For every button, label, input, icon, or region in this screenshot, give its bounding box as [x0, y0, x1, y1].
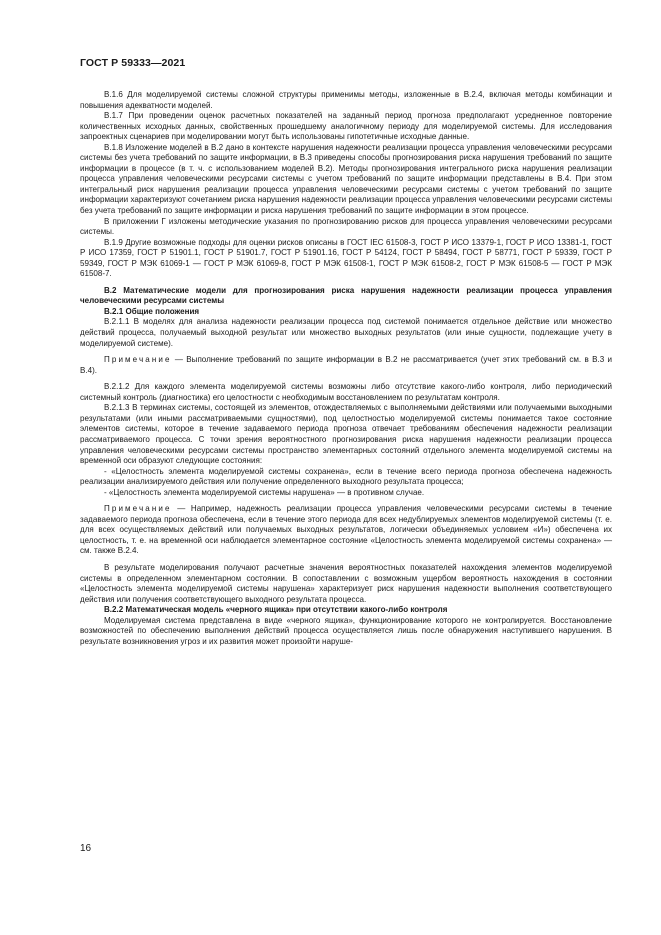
note-label: Примечание — [104, 355, 172, 365]
note-1 — [80, 355, 612, 376]
paragraph-modeling-result: В результате моделирования получают расчетные значения вероятностных показателей нахождения элементов моделируемой системы в определенном элементарном состоянии. В сопоставлении с возможным ущербом вероятность нахождения в состоянии «Целостность элемента моделируемой системы нарушена» характеризует риск нарушения надежности выполнения соответствующего действия или получения соответствующего выходного результата процесса. — [80, 562, 612, 604]
page-number: 16 — [80, 843, 92, 854]
paragraph-b2-1-3: В.2.1.3 В терминах системы, состоящей из элементов, отождествляемых с выполняемыми действиями или получаемыми выходными результатами (или иными рассматриваемыми сущностями), под целостностью моделируемой системы понимается такое состояние элементов системы, которое в течение задаваемого периода прогноза отвечает требованиям обеспечения надежности реализации рассматриваемого процесса. С точки зрения вероятностного прогнозирования риска нарушения надежности реализации процесса управления человеческими ресурсами системы пространство элементарных состояний отдельного элемента моделируемой системы на временной оси образуют следующие состояния: — [80, 403, 612, 466]
note-label: Примечание — [104, 504, 172, 514]
paragraph-b1-9: В.1.9 Другие возможные подходы для оценки рисков описаны в ГОСТ IEC 61508-3, ГОСТ Р ИСО 13379-1, ГОСТ Р ИСО 13381-1, ГОСТ Р ИСО 17359, ГОСТ Р 51901.1, ГОСТ Р 51901.7, ГОСТ Р 51901.16, ГОСТ Р 54124, ГОСТ Р 58494, ГОСТ Р 58771, ГОСТ Р 59339, ГОСТ Р 59349, ГОСТ Р МЭК 61069-1 — ГОСТ Р МЭК 61069-8, ГОСТ Р МЭК 61508-1, ГОСТ Р МЭК 61508-2, ГОСТ Р МЭК 61508-5 — ГОСТ Р МЭК 61508-7. — [80, 237, 612, 279]
note-2-text: — Например, надежность реализации процесса управления человеческими ресурсами системы в течение задаваемого периода прогноза обеспечена, если в течение этого периода для всех недублируемых элементов моделируемой системы (т. е. для всех осуществляемых действий или получаемых выходных результатов, логически объединяемых условием «И») обеспечена их целостность, т. е. на временной оси наблюдается элементарное состояние «Целостность элемента моделируемой системы сохранена» — см. также В.2.4. — [80, 504, 612, 556]
paragraph-b2-1-1: В.2.1.1 В моделях для анализа надежности реализации процесса под системой понимается отдельное действие или множество действий процесса, получаемый выходной результат или множество выходных результатов (или иные сущности, подлежащие учету в моделируемой системе). — [80, 317, 612, 348]
note-2 — [80, 504, 612, 557]
paragraph-b2-1-2: В.2.1.2 Для каждого элемента моделируемой системы возможны либо отсутствие какого-либо контроля, либо периодический системный контроль (диагностика) его целостности с необходимым восстановлением по результатам контроля. — [80, 382, 612, 402]
paragraph-b1-8: В.1.8 Изложение моделей в В.2 дано в контексте нарушения надежности реализации процесса управления человеческими ресурсами системы без учета требований по защите информации, в В.3 приведены способы прогнозирования риска нарушения требований по защите информации в процессе (в т. ч. с использованием моделей В.2). Методы прогнозирования интегрального риска нарушения реализации процесса управления человеческими ресурсами системы с учетом требований по защите информации представлены в В.4. При этом интегральный риск нарушения реализации процесса управления человеческими ресурсами системы с учетом требований по защите информации характеризуют сочетанием риска нарушения надежности реализации процесса управления человеческими ресурсами системы без учета требований по защите информации и риска нарушения требований по защите информации в этом процессе. — [80, 142, 612, 216]
note-1-text: — Выполнение требований по защите информации в В.2 не рассматривается (учет этих требований см. в В.3 и В.4). — [80, 355, 612, 375]
section-heading-b2: В.2 Математические модели для прогнозирования риска нарушения надежности реализации процесса управления человеческими ресурсами системы — [80, 285, 612, 306]
list-item-violated: - «Целостность элемента моделируемой системы нарушена» — в противном случае. — [104, 487, 425, 497]
document-body — [80, 90, 612, 647]
paragraph-b1-7: В.1.7 При проведении оценок расчетных показателей на заданный период прогноза предполагают усредненное повторение количественных исходных данных, свойственных прошедшему аналогичному периоду для моделируемой системы. Для исследования запроектных сценариев при моделировании могут быть использованы гипотетичные исходные данные. — [80, 111, 612, 142]
subsection-heading-b2-1: В.2.1 Общие положения — [104, 306, 200, 316]
subsection-heading-b2-2: В.2.2 Математическая модель «черного ящика» при отсутствии какого-либо контроля — [104, 605, 448, 615]
document-header: ГОСТ Р 59333—2021 — [80, 57, 186, 69]
paragraph-b1-6: В.1.6 Для моделируемой системы сложной структуры применимы методы, изложенные в В.2.4, включая методы комбинации и повышения адекватности моделей. — [80, 90, 612, 110]
list-item-preserved: - «Целостность элемента моделируемой системы сохранена», если в течение всего периода прогноза обеспечена надежность реализации анализируемого действия или получение определенного выходного результата процесса; — [80, 466, 612, 487]
paragraph-appendix-g: В приложении Г изложены методические указания по прогнозированию рисков для процесса управления человеческими ресурсами системы. — [80, 216, 612, 237]
paragraph-black-box: Моделируемая система представлена в виде «черного ящика», функционирование которого не контролируется. Восстановление возможностей по обеспечению выполнения действий процесса осуществляется лишь после обнаружения наступившего нарушения. В результате возникновения угроз и их развития может произойти наруше- — [80, 615, 612, 646]
